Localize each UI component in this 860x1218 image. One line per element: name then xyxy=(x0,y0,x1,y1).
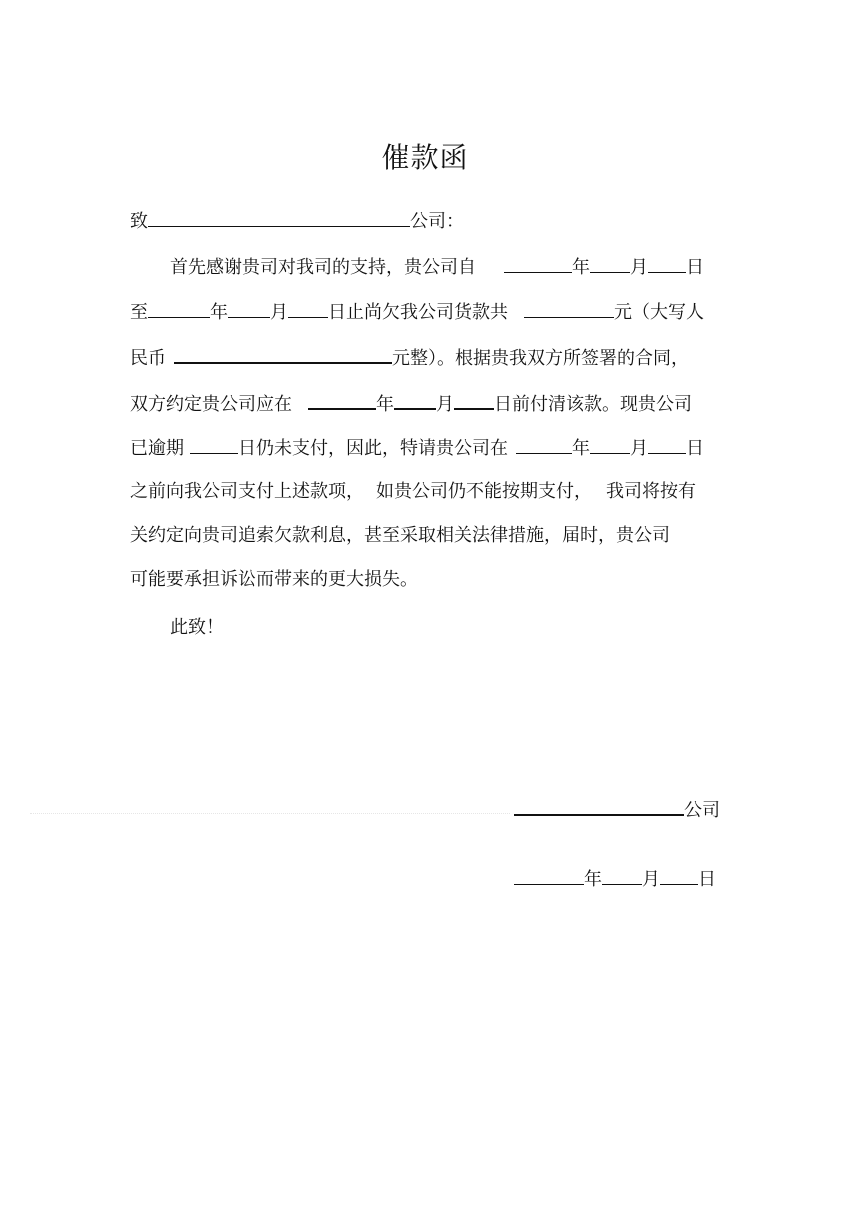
deadline-day-blank xyxy=(648,435,686,454)
body-text: 关约定向贵司追索欠款利息，甚至采取相关法律措施，届时，贵公司 xyxy=(130,525,670,546)
body-line-5 xyxy=(130,435,704,461)
body-text: 元（大写人 xyxy=(614,302,704,323)
body-line-8 xyxy=(130,568,418,592)
signature-year-blank xyxy=(514,866,584,885)
day-label: 日 xyxy=(698,869,716,890)
start-year-blank xyxy=(504,254,572,273)
end-day-blank xyxy=(288,299,328,318)
signature-day-blank xyxy=(660,866,698,885)
month-label: 月 xyxy=(630,257,648,278)
month-label: 月 xyxy=(270,302,288,323)
body-line-2 xyxy=(130,299,704,325)
closing-text: 此致！ xyxy=(170,617,224,638)
body-text: 我司将按有 xyxy=(606,481,696,502)
start-day-blank xyxy=(648,254,686,273)
salutation-suffix: 公司： xyxy=(410,211,464,232)
body-text: 元整）。根据贵我双方所签署的合同， xyxy=(392,348,689,369)
body-text: 民币 xyxy=(130,348,166,369)
amount-blank xyxy=(524,299,614,318)
body-line-4 xyxy=(130,390,692,417)
signature-company-line xyxy=(514,796,720,823)
year-label: 年 xyxy=(376,394,394,415)
month-label: 月 xyxy=(642,869,660,890)
month-label: 月 xyxy=(630,438,648,459)
body-text: 首先感谢贵司对我司的支持，贵公司自 xyxy=(170,257,476,278)
signature-date-line xyxy=(514,866,716,892)
body-text: 日仍未支付，因此，特请贵公司在 xyxy=(238,438,508,459)
body-line-6 xyxy=(130,480,696,504)
due-year-blank xyxy=(308,390,376,410)
signature-month-blank xyxy=(602,866,642,885)
body-text: 双方约定贵公司应在 xyxy=(130,394,292,415)
signature-company-blank xyxy=(514,796,684,816)
body-line-3 xyxy=(130,344,689,371)
due-month-blank xyxy=(394,390,436,410)
body-text: 之前向我公司支付上述款项， xyxy=(130,481,364,502)
year-label: 年 xyxy=(572,257,590,278)
day-label: 日 xyxy=(686,257,704,278)
body-text: 日止尚欠我公司货款共 xyxy=(328,302,508,323)
start-month-blank xyxy=(590,254,630,273)
due-day-blank xyxy=(454,390,494,410)
year-label: 年 xyxy=(210,302,228,323)
amount-words-blank xyxy=(174,344,392,364)
end-year-blank xyxy=(148,299,210,318)
month-label: 月 xyxy=(436,394,454,415)
salutation-prefix: 致 xyxy=(130,211,148,232)
dotted-separator xyxy=(30,813,510,814)
body-text: 日前付清该款。现贵公司 xyxy=(494,394,692,415)
overdue-days-blank xyxy=(190,435,238,454)
body-line-7 xyxy=(130,524,670,548)
deadline-year-blank xyxy=(516,435,572,454)
body-text: 如贵公司仍不能按期支付， xyxy=(376,481,592,502)
body-text: 可能要承担诉讼而带来的更大损失。 xyxy=(130,569,418,590)
body-line-1 xyxy=(170,254,704,280)
body-text: 至 xyxy=(130,302,148,323)
year-label: 年 xyxy=(584,869,602,890)
closing-line xyxy=(170,616,224,640)
deadline-month-blank xyxy=(590,435,630,454)
signature-company-suffix: 公司 xyxy=(684,800,720,821)
end-month-blank xyxy=(228,299,270,318)
recipient-company-blank xyxy=(148,208,410,227)
salutation-line xyxy=(130,208,464,234)
body-text: 已逾期 xyxy=(130,438,184,459)
document-title: 催款函 xyxy=(381,141,469,174)
year-label: 年 xyxy=(572,438,590,459)
day-label: 日 xyxy=(686,438,704,459)
